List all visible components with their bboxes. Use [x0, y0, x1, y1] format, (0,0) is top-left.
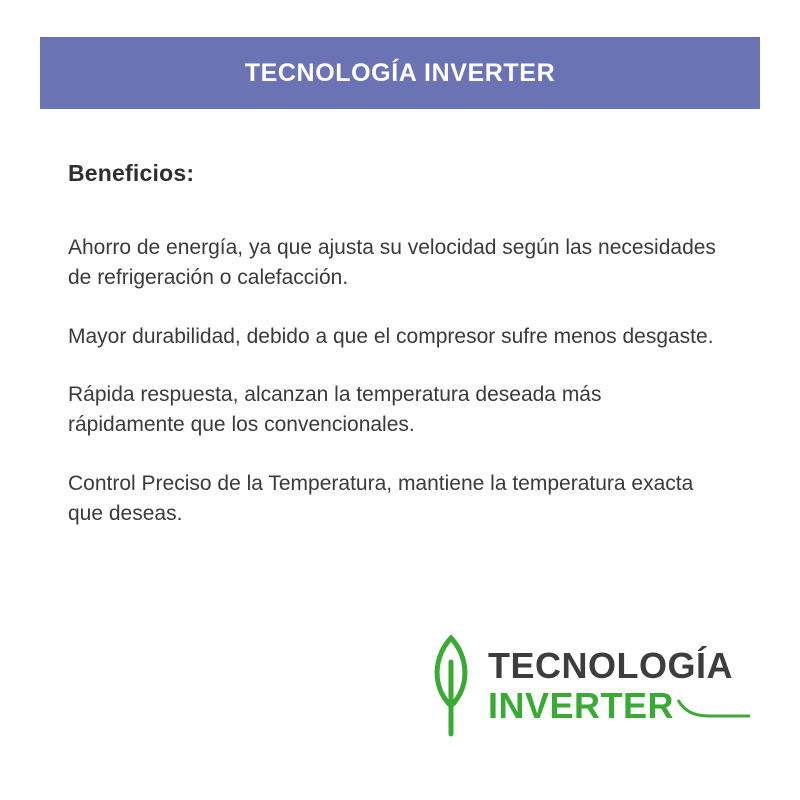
list-item: Mayor durabilidad, debido a que el compresor sufre menos desgaste. — [68, 324, 714, 348]
benefits-heading: Beneficios: — [68, 160, 195, 186]
brand-logo — [424, 634, 752, 738]
leaf-icon — [424, 634, 478, 738]
list-item: Control Preciso de la Temperatura, mantiene la temperatura exacta que deseas. — [68, 472, 694, 525]
list-item: Rápida respuesta, alcanzan la temperatura deseada más rápidamente que los convencionales. — [68, 383, 602, 437]
logo-line-tecnologia: TECNOLOGÍA — [487, 645, 733, 686]
swoosh-icon — [676, 696, 752, 718]
logo-line-inverter-wrap — [487, 685, 752, 726]
logo-text — [487, 645, 752, 726]
header-band — [40, 37, 760, 109]
page-title: TECNOLOGÍA INVERTER — [244, 58, 556, 87]
list-item: Ahorro de energía, ya que ajusta su velocidad según las necesidades de refrigeración o calefacción. — [68, 236, 716, 289]
logo-line-inverter: INVERTER — [487, 685, 674, 726]
content-body — [68, 160, 728, 529]
